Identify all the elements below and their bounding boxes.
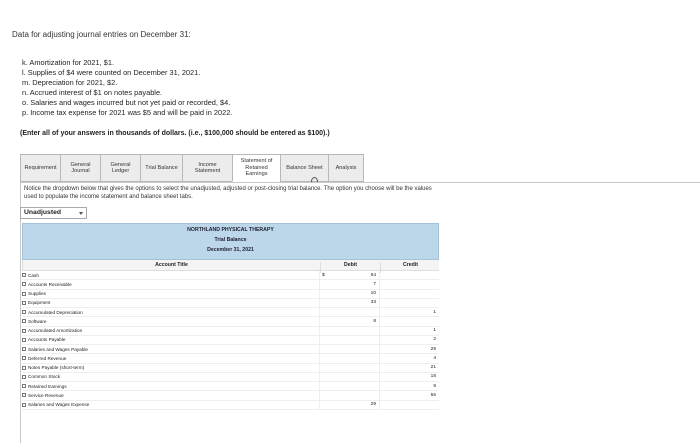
credit-value: 1	[433, 328, 436, 333]
note-m: m. Depreciation for 2021, $2.	[22, 78, 118, 87]
table-header	[22, 223, 439, 260]
table-row	[22, 317, 439, 326]
table-row	[22, 290, 439, 299]
credit-cell[interactable]	[379, 290, 439, 299]
col-credit: Credit	[380, 262, 440, 273]
col-debit: Debit	[320, 262, 380, 273]
account-select-icon[interactable]	[22, 366, 26, 370]
account-name: Salaries and Wages Payable	[28, 346, 89, 352]
chevron-down-icon	[79, 212, 83, 215]
debit-value: 33	[370, 300, 376, 306]
credit-cell[interactable]	[379, 271, 439, 280]
table-row	[22, 271, 439, 280]
table-row	[22, 345, 439, 354]
note-l: l. Supplies of $4 were counted on December 31, 2021.	[22, 68, 201, 77]
table-row	[22, 382, 439, 391]
table-row	[22, 354, 439, 363]
account-select-icon[interactable]	[22, 292, 26, 296]
account-name: Equipment	[28, 300, 51, 306]
account-select-icon[interactable]	[22, 301, 26, 305]
credit-value: 18	[430, 374, 436, 380]
debit-value: 29	[370, 402, 376, 407]
col-account-title: Account Title	[155, 262, 188, 268]
table-row	[22, 308, 439, 317]
account-select-icon[interactable]	[22, 356, 26, 360]
account-select-icon[interactable]	[22, 273, 26, 277]
table-row	[22, 401, 439, 410]
tab-requirement[interactable]: Requirement	[20, 154, 60, 182]
table-row	[22, 373, 439, 382]
account-name: Retained Earnings	[28, 383, 67, 389]
table-row	[22, 336, 439, 345]
account-name: Notes Payable (short-term)	[28, 365, 85, 370]
tab-general-journal[interactable]: General Journal	[60, 154, 100, 182]
account-name: Software	[28, 318, 47, 324]
note-n: n. Accrued interest of $1 on notes payable.	[22, 88, 163, 97]
note-k: k. Amortization for 2021, $1.	[22, 58, 115, 67]
column-headers	[22, 260, 439, 271]
credit-cell[interactable]	[379, 401, 439, 410]
account-name: Service Revenue	[28, 392, 64, 398]
account-select-icon[interactable]	[22, 403, 26, 407]
debit-value: 54	[370, 272, 376, 278]
tab-income-statement[interactable]: Income Statement	[182, 154, 232, 182]
account-select-icon[interactable]	[22, 347, 26, 351]
credit-value: 4	[433, 355, 436, 361]
tab-analysis[interactable]: Analysis	[328, 154, 364, 182]
statement-title: Trial Balance	[214, 237, 247, 243]
account-name: Accounts Receivable	[28, 281, 72, 287]
table-row	[22, 327, 439, 336]
debit-cell[interactable]	[319, 308, 379, 317]
account-name: Accumulated Amortization	[28, 328, 83, 333]
adjustment-notes	[22, 58, 232, 118]
credit-value: 29	[430, 346, 436, 352]
note-p: p. Income tax expense for 2021 was $5 and will be paid in 2022.	[22, 108, 233, 117]
notice-text: Notice the dropdown below that gives the options to select the unadjusted, adjusted or post-closing trial balance. The option you choose will be the values used to populate the income statement and balance sheet tabs.	[24, 186, 432, 200]
account-name: Deferred Revenue	[28, 355, 67, 361]
dollar-sign: $	[322, 272, 325, 278]
account-select-icon[interactable]	[22, 282, 26, 286]
account-select-icon[interactable]	[22, 338, 26, 342]
company-name: NORTHLAND PHYSICAL THERAPY	[187, 227, 274, 233]
account-name: Supplies	[28, 291, 46, 296]
credit-value: 56	[430, 392, 436, 398]
debit-cell[interactable]	[319, 391, 379, 400]
account-select-icon[interactable]	[22, 319, 26, 323]
statement-date: December 31, 2021	[207, 247, 254, 253]
debit-cell[interactable]	[319, 345, 379, 354]
debit-value: 7	[373, 281, 376, 287]
account-name: Salaries and Wages Expense	[28, 402, 90, 407]
tab-general-ledger[interactable]: General Ledger	[100, 154, 140, 182]
table-row	[22, 364, 439, 373]
tab-balance-sheet[interactable]: Balance Sheet	[280, 154, 328, 182]
credit-cell[interactable]	[379, 299, 439, 308]
account-select-icon[interactable]	[22, 329, 26, 333]
credit-value: 9	[433, 383, 436, 389]
trial-balance-type-select[interactable]	[20, 207, 87, 219]
account-name: Accounts Payable	[28, 337, 66, 343]
account-select-icon[interactable]	[22, 393, 26, 397]
table-row	[22, 299, 439, 308]
table-row	[22, 391, 439, 400]
page-heading: Data for adjusting journal entries on December 31:	[12, 30, 191, 39]
account-select-icon[interactable]	[22, 384, 26, 388]
debit-cell[interactable]	[319, 373, 379, 382]
trial-balance-table	[22, 223, 447, 440]
debit-value: 10	[370, 291, 376, 296]
debit-cell[interactable]	[319, 327, 379, 336]
debit-cell[interactable]	[319, 364, 379, 373]
tab-retained-earnings[interactable]: Statement of Retained Earnings	[232, 154, 280, 182]
note-o: o. Salaries and wages incurred but not yet paid or recorded, $4.	[22, 98, 231, 107]
table-row	[22, 280, 439, 289]
debit-value: 8	[373, 318, 376, 324]
credit-value: 2	[433, 337, 436, 343]
account-select-icon[interactable]	[22, 375, 26, 379]
debit-cell[interactable]	[319, 382, 379, 391]
credit-value: 21	[430, 365, 436, 370]
credit-cell[interactable]	[379, 317, 439, 326]
account-name: Common Stock	[28, 374, 61, 380]
debit-cell[interactable]	[319, 354, 379, 363]
dropdown-value: Unadjusted	[24, 209, 62, 216]
table-rows	[22, 271, 439, 410]
account-name: Accumulated Depreciation	[28, 309, 83, 315]
credit-cell[interactable]	[379, 280, 439, 289]
account-select-icon[interactable]	[22, 310, 26, 314]
tab-trial-balance[interactable]: Trial Balance	[140, 154, 182, 182]
debit-cell[interactable]	[319, 336, 379, 345]
instructions: (Enter all of your answers in thousands of dollars. (i.e., $100,000 should be entered as $100).)	[20, 130, 330, 137]
account-name: Cash	[28, 272, 39, 278]
credit-value: 1	[433, 309, 436, 315]
